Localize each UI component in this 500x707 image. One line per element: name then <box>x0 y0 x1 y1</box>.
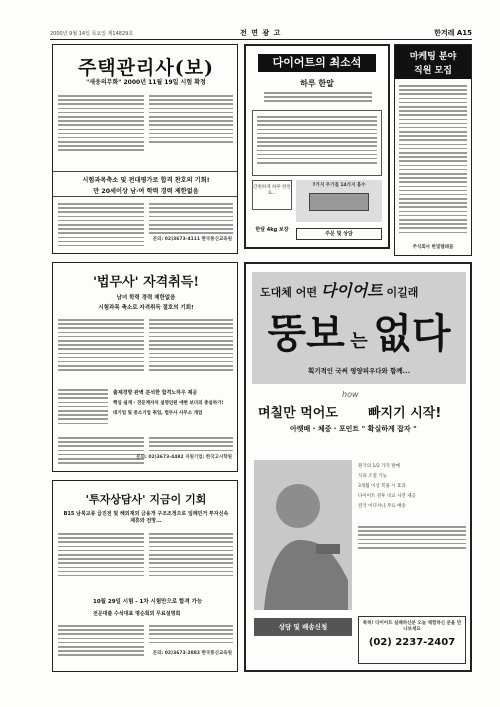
ad-marketing-recruit <box>394 44 472 256</box>
ad-housing-contact: 문의: 02)3673-4111 한국통신교육원 <box>152 237 232 242</box>
ad-diet-big-headline-b: 는 <box>350 331 368 352</box>
ad-diet-top-intro <box>264 92 372 105</box>
ad-legal-title: '법무사' 자격취득! <box>92 275 200 290</box>
ad-diet-big-headline-c: 없다 <box>373 310 451 357</box>
ad-diet-top-product <box>296 180 382 222</box>
ad-housing-body-right-2 <box>149 203 233 237</box>
ad-housing-banner-1: 시험과목축소 및 전대평가로 합격 찬호의 기회! <box>82 177 210 184</box>
ad-diet-big-phone-label: 특허! 다이어트 실패하신분 오늘 체험하신 분을 만나보세요 <box>362 621 462 632</box>
ad-diet-big-photo-figure <box>254 460 352 610</box>
ad-legal-mid-3: 대기업 및 중소기업 취업, 법무사 사무소 개업 <box>113 411 203 416</box>
ad-housing-banner <box>53 171 238 197</box>
ad-invest-title: '투자상담사' 지금이 기회 <box>85 493 207 506</box>
issue-date: 2000년 9월 14일 목요일 제14829호 <box>50 31 134 37</box>
ad-diet-big-script: how <box>342 390 359 399</box>
ad-marketing-title: 마케팅 분야 <box>409 52 457 62</box>
ad-invest-mid2: 전문대출 수석대표 명순회외 무료설명회 <box>93 611 181 617</box>
ad-marketing-header <box>395 45 471 79</box>
ad-invest-body-left <box>58 533 144 579</box>
ad-housing-body-right <box>149 95 233 145</box>
ad-diet-big-headline-a: 뚱보 <box>267 310 345 357</box>
ad-housing-subtitle: "새응의무화" 2000년 11월 19일 시험 확정 <box>86 79 206 86</box>
ad-diet-big-top-accent: 다이어트 <box>320 281 383 300</box>
ad-marketing-body <box>399 85 467 236</box>
ad-diet-big-photo <box>254 460 352 610</box>
ad-legal-sub1: 남녀 학력 경력 제한없음 <box>116 295 176 301</box>
page-header <box>50 28 472 40</box>
ad-legal-scrivener <box>52 262 238 472</box>
ad-diet-big-bullet-1: 원가의 1/2 가격 판매 <box>358 464 400 469</box>
ad-invest-body-left-2 <box>58 625 144 659</box>
ad-diet-top-title: 다이어트의 최소석 <box>258 54 376 72</box>
ad-diet-big-top: 도대체 어떤 <box>260 286 317 299</box>
ad-legal-body-right-3 <box>149 437 233 454</box>
ad-diet-big-mid2: 아랫배 · 체중 · 포인트 " 확실하게 잡자 " <box>290 425 417 433</box>
ad-legal-mid-2: 핵심 쉽게 - 전문계자석 설명안된 애현 보다의 충실하기! <box>113 401 224 406</box>
ad-legal-body-left <box>58 319 144 373</box>
ad-investment-counselor <box>52 480 238 672</box>
ad-diet-big-bullet-3: 3개월 이상 복용 시 효과 <box>358 484 406 489</box>
ad-legal-body-side <box>58 389 108 427</box>
ad-invest-body-right-2 <box>149 625 233 646</box>
ad-diet-big-bullet-5: 전국 어디서나 무료 배송 <box>358 504 406 509</box>
ad-diet-top-side-box <box>252 180 292 210</box>
ad-legal-contact: 문의: 02)3673-4482 지원기업: 한국고시학원 <box>136 455 232 460</box>
ad-marketing-subtitle: 직원 모집 <box>414 66 452 76</box>
ad-housing-banner-2: 만 20세이상 남·여 학력 경력 제한없음 <box>93 188 199 195</box>
section-title: 전 면 광 고 <box>240 29 282 37</box>
page-number: 한겨레 A15 <box>434 29 472 37</box>
ad-diet-big-small-print <box>358 526 466 551</box>
ad-housing-body-left-2 <box>58 203 144 249</box>
ad-diet-top <box>244 44 390 249</box>
ad-diet-big-bullets <box>358 464 466 514</box>
ad-diet-big-headline <box>260 302 458 359</box>
ad-diet-big <box>244 262 472 672</box>
ad-diet-big-phone-box <box>358 616 466 664</box>
ad-diet-top-subline: 간편하게 하루 한알로... <box>253 185 291 196</box>
ad-marketing-footer: 주식회사 한빛텔레콤 <box>412 245 454 250</box>
ad-invest-mid: 10월 29일 시험 - 1차 시험만으로 합격 가능 <box>93 599 203 605</box>
ad-diet-top-footer-cta: 7가지 무기질 14가지 흡수 <box>312 183 366 188</box>
ad-diet-big-cta-button[interactable]: 상담 및 배송신청 <box>254 618 352 636</box>
ad-diet-big-mid-accent: 빠지기 시작! <box>368 406 442 421</box>
ad-diet-top-product-image <box>309 193 369 211</box>
ad-diet-big-top-end: 이길래 <box>386 286 419 299</box>
ad-diet-top-tagline: 하루 한알 <box>300 79 334 88</box>
ad-legal-body-left-3 <box>58 437 144 466</box>
ad-legal-mid-title: 출제경향 완벽 분석한 합격노하우 제공 <box>113 390 198 396</box>
ad-housing-body-left <box>58 95 144 154</box>
ad-diet-big-phone: (02) 2237-2407 <box>368 637 456 648</box>
ad-diet-big-bullet-4: 다이어트 전후 비교 사진 제공 <box>358 494 416 499</box>
ad-legal-body-right <box>149 319 233 373</box>
ad-diet-big-bullet-2: 식욕 조절 기능 <box>358 474 387 479</box>
ad-diet-big-mid1: 며칠만 먹어도 <box>258 406 338 421</box>
ad-legal-highlights <box>113 389 233 431</box>
ad-diet-big-top-line <box>260 278 418 301</box>
ad-diet-big-mid <box>250 392 468 452</box>
ad-diet-big-top-panel <box>252 272 466 384</box>
ad-invest-contact: 문의: 02)3673-2882 한국통신교육원 <box>152 651 232 656</box>
ad-diet-top-highlight: 한달 4kg 보장 <box>255 227 289 233</box>
ad-legal-sub2: 시험과목 축소로 자격취득 절호의 기회! <box>98 305 194 311</box>
ad-diet-top-order-button[interactable]: 주문 및 상담 <box>296 228 382 240</box>
ad-diet-big-sub: 획기적인 국써 영양피우다와 함께... <box>307 367 411 375</box>
ad-housing-title: 주택관리사(보) <box>77 57 215 79</box>
ad-invest-highlight <box>93 597 233 617</box>
ad-housing-manager <box>52 44 238 254</box>
ad-invest-sub: B15 남북교류 급진전 및 해외재외 금융개 구조조정으로 일례민거 투자신속 제휴와 전망... <box>63 511 229 524</box>
ad-invest-body-right <box>149 533 233 579</box>
ad-diet-top-info-box <box>252 110 382 176</box>
